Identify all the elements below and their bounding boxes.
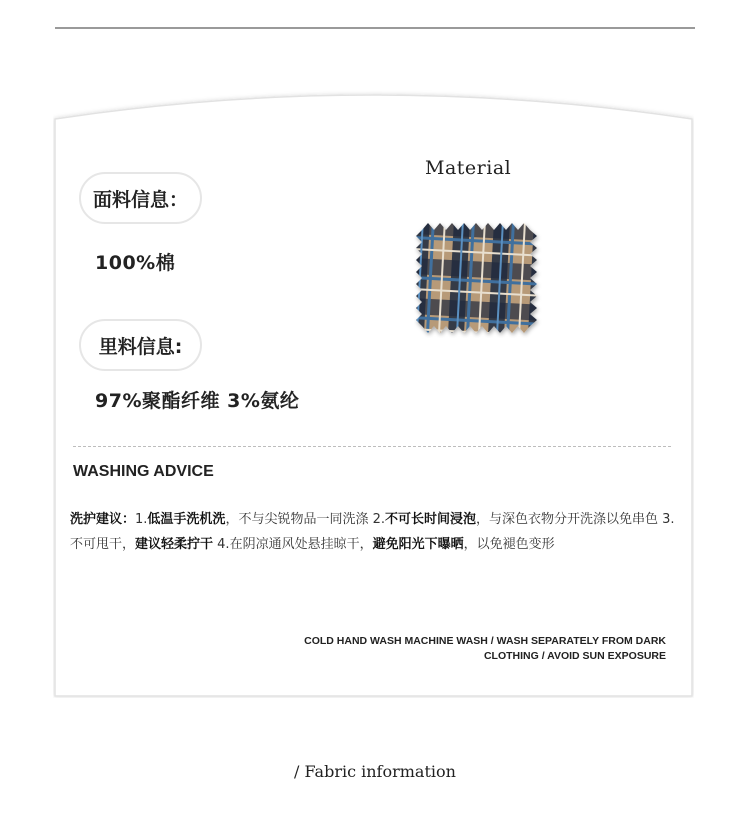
advice-emphasis: 避免阳光下曝晒 — [372, 537, 464, 552]
fabric-info-card — [53, 85, 694, 698]
advice-text: ，以免褪色变形 — [463, 537, 555, 552]
english-line-1: COLD HAND WASH MACHINE WASH / WASH SEPARATELY FROM DARK — [304, 635, 666, 647]
top-rule — [55, 27, 695, 29]
lining-fabric-label: 里料信息: — [98, 336, 183, 358]
advice-text: 1. — [135, 512, 148, 527]
advice-text: 4.在阴凉通风处悬挂晾干， — [213, 537, 373, 552]
fabric-information-caption: / Fabric information — [294, 762, 456, 781]
shell-fabric-label-pill — [79, 172, 202, 224]
material-title: Material — [425, 157, 512, 179]
lining-fabric-value: 97%聚酯纤维 3%氨纶 — [95, 390, 300, 412]
advice-emphasis: 不可长时间浸泡 — [384, 512, 476, 527]
shell-fabric-value: 100%棉 — [95, 252, 176, 274]
washing-advice-english — [304, 634, 666, 664]
english-line-2: CLOTHING / AVOID SUN EXPOSURE — [483, 650, 666, 662]
washing-advice-title: WASHING ADVICE — [73, 463, 214, 480]
plaid-fabric-swatch — [414, 218, 544, 338]
washing-advice-text — [70, 507, 680, 557]
section-divider — [73, 446, 671, 447]
advice-emphasis: 建议轻柔拧干 — [135, 537, 214, 552]
lining-fabric-label-pill — [79, 319, 202, 371]
advice-text: ，不与尖锐物品一同洗涤 2. — [225, 512, 385, 527]
advice-prefix: 洗护建议： — [70, 512, 136, 527]
advice-emphasis: 低温手洗机洗 — [147, 512, 226, 527]
advice-text: ，与深色衣物分开洗涤以免串色 3.不可甩干， — [70, 512, 675, 552]
shell-fabric-label: 面料信息： — [92, 189, 188, 211]
